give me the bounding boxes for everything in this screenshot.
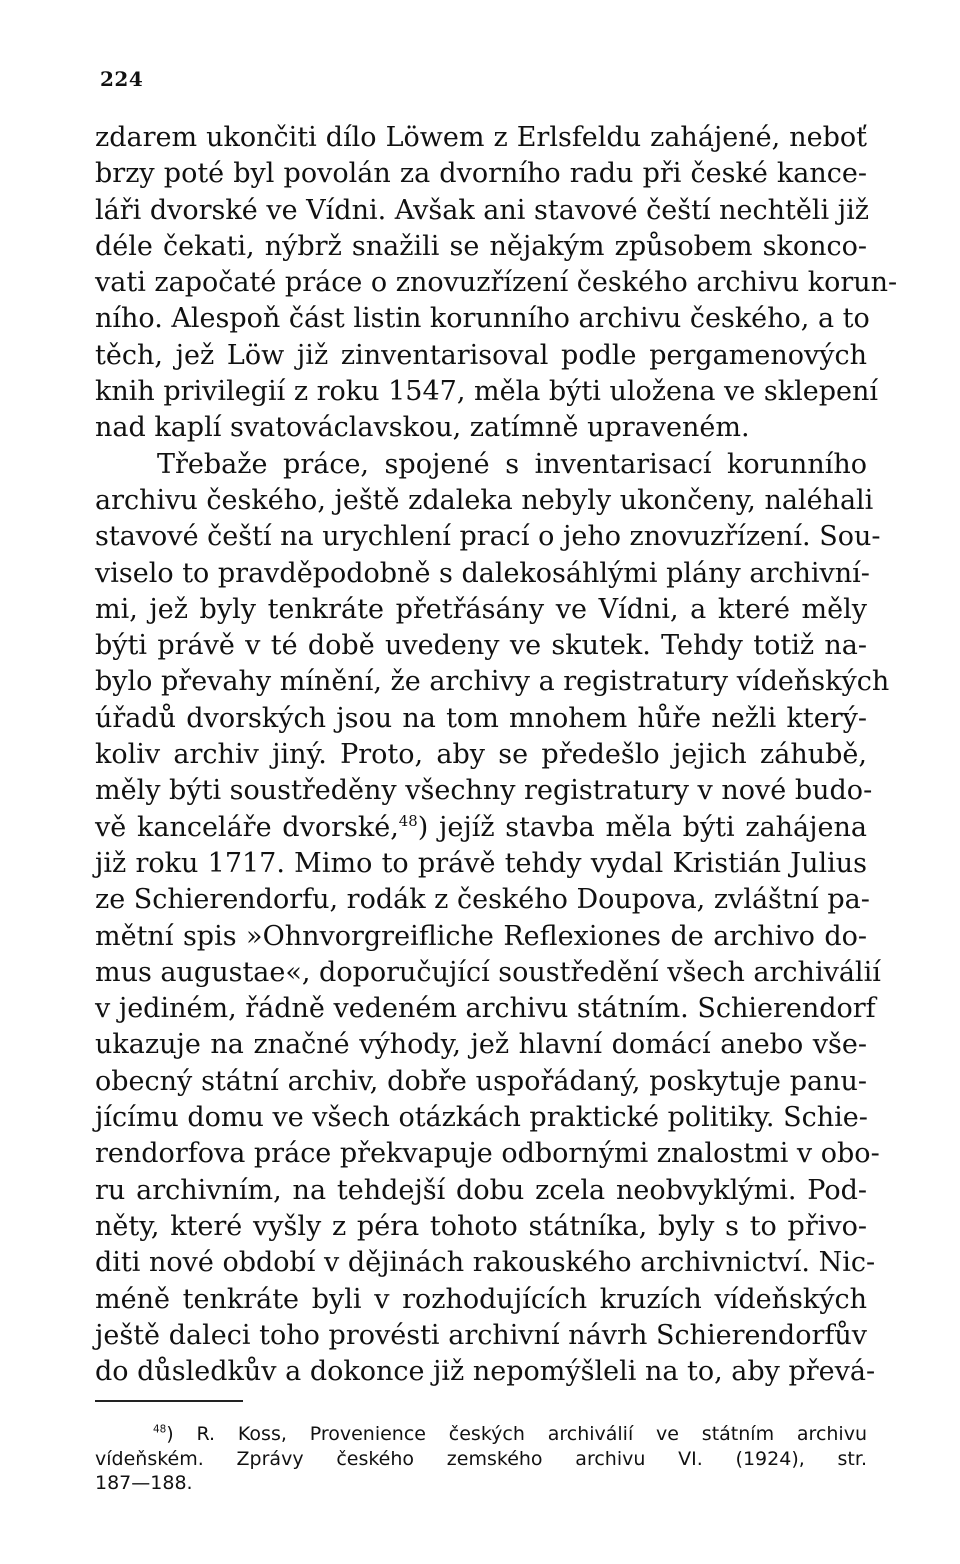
text-line: již roku 1717. Mimo to právě tehdy vydal Kristián Julius xyxy=(95,847,867,879)
text-line: méně tenkráte byli v rozhodujících kruzích vídeňských xyxy=(95,1283,867,1315)
text-line: těch, jež Löw již zinventarisoval podle pergamenových xyxy=(95,339,867,371)
text-line-with-footnote-ref xyxy=(95,810,867,846)
text-line: koliv archiv jiný. Proto, aby se předešlo jejich záhubě, xyxy=(95,739,867,771)
paragraph-start-line: Třebaže práce, spojené s inventarisací korunního xyxy=(157,448,867,480)
text-line: ještě daleci toho provésti archivní návrh Schierendorfův xyxy=(95,1319,867,1351)
footnote-reference: 48 xyxy=(398,811,418,830)
text-line: v jediném, řádně vedeném archivu státním. Schierendorf xyxy=(95,993,876,1025)
text-line: brzy poté byl povolán za dvorního radu při české kance- xyxy=(95,158,867,190)
text-line: knih privilegií z roku 1547, měla býti uložena ve sklepení xyxy=(95,376,878,408)
text-line: ru archivním, na tehdejší dobu zcela neobvyklými. Pod- xyxy=(95,1174,867,1206)
line-text-part: ) jejíž stavba měla býti zahájena xyxy=(417,811,867,843)
text-line: něty, které vyšly z péra tohoto státníka, byly s to přivo- xyxy=(95,1210,867,1242)
line-text-part: vě kanceláře dvorské, xyxy=(95,811,399,843)
text-line: jícímu domu ve všech otázkách praktické politiky. Schie- xyxy=(95,1102,868,1134)
text-line: býti právě v té době uvedeny ve skutek. Tehdy totiž na- xyxy=(95,630,867,662)
text-line: do důsledkův a dokonce již nepomýšleli na to, aby převá- xyxy=(95,1356,876,1388)
main-text xyxy=(95,120,898,1390)
footnote-line: vídeňském. Zprávy českého zemského archivu VI. (1924), str. xyxy=(95,1447,867,1470)
text-line: měly býti soustředěny všechny registratury v nové budo- xyxy=(95,775,873,807)
text-line: viselo to pravděpodobně s dalekosáhlými plány archivní- xyxy=(95,557,870,589)
footnote-divider xyxy=(95,1400,243,1402)
text-line: úřadů dvorských jsou na tom mnohem hůře nežli který- xyxy=(95,702,867,734)
text-line: ukazuje na značné výhody, jež hlavní domácí anebo vše- xyxy=(95,1029,867,1061)
footnote-text: ) R. Koss, Provenience českých archiválií ve státním archivu xyxy=(166,1423,867,1445)
text-line: diti nové období v dějinách rakouského archivnictví. Nic- xyxy=(95,1247,876,1279)
footnote-line xyxy=(95,1422,867,1447)
text-line: mětní spis »Ohnvorgreifliche Reflexiones de archivo do- xyxy=(95,920,867,952)
footnote xyxy=(95,1422,867,1496)
text-line: bylo převahy mínění, že archivy a registratury vídeňských xyxy=(95,666,890,698)
text-line: rendorfova práce překvapuje odbornými znalostmi v obo- xyxy=(95,1138,880,1170)
text-line: ze Schierendorfu, rodák z českého Doupova, zvláštní pa- xyxy=(95,884,870,916)
page-number: 224 xyxy=(100,67,144,91)
text-line: vati započaté práce o znovuzřízení českého archivu korun- xyxy=(95,267,898,299)
text-line: ního. Alespoň část listin korunního archivu českého, a to xyxy=(95,303,870,335)
footnote-mark: 48 xyxy=(153,1423,167,1436)
text-line: mi, jež byly tenkráte přetřásány ve Vídni, a které měly xyxy=(95,593,867,625)
text-line: obecný státní archiv, dobře uspořádaný, poskytuje panu- xyxy=(95,1065,867,1097)
text-line: láři dvorské ve Vídni. Avšak ani stavové čeští nechtěli již xyxy=(95,194,869,226)
text-line: archivu českého, ještě zdaleka nebyly ukončeny, naléhali xyxy=(95,484,874,516)
text-line: déle čekati, nýbrž snažili se nějakým způsobem skonco- xyxy=(95,230,867,262)
text-line: mus augustae«, doporučující soustředění všech archiválií xyxy=(95,956,881,988)
footnote-line: 187—188. xyxy=(95,1472,193,1494)
text-line: stavové čeští na urychlení prací o jeho znovuzřízení. Sou- xyxy=(95,521,881,553)
paragraph-end-line: nad kaplí svatováclavskou, zatímně upraveném. xyxy=(95,412,750,444)
text-line: zdarem ukončiti dílo Löwem z Erlsfeldu zahájené, neboť xyxy=(95,122,867,153)
